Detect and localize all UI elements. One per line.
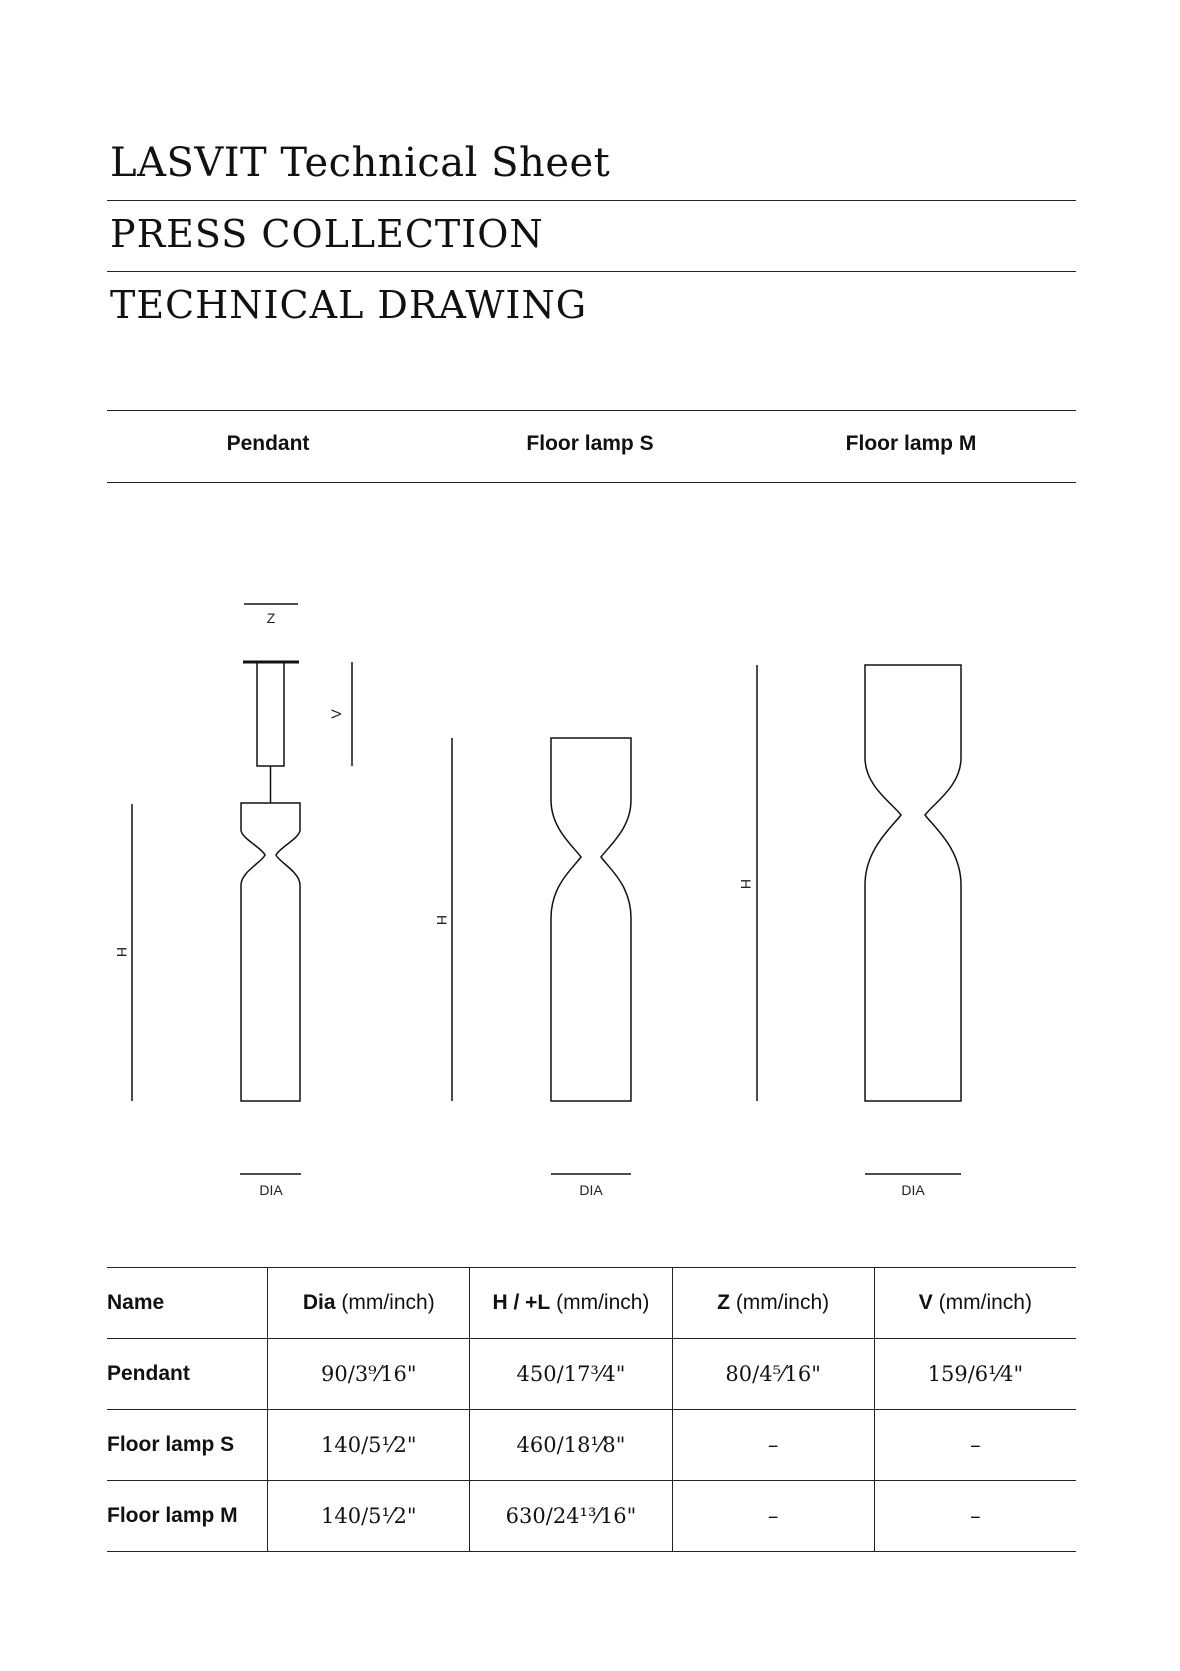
- floor-lamp-m-dia-label: DIA: [901, 1182, 925, 1198]
- v-label: V: [328, 709, 344, 719]
- z-label: Z: [266, 610, 276, 626]
- column-header-floor-lamp-s: Floor lamp S: [526, 432, 654, 455]
- cell-z: –: [672, 1410, 874, 1481]
- column-header-floor-lamp-m: Floor lamp M: [845, 432, 977, 455]
- cell-dia: 90/3⁹⁄16": [268, 1339, 470, 1410]
- specification-table: [107, 1267, 1076, 1552]
- document-title: LASVIT Technical Sheet: [110, 140, 611, 186]
- cell-z: –: [672, 1481, 874, 1552]
- column-header-pendant: Pendant: [226, 432, 310, 455]
- cell-dia: 140/5¹⁄2": [268, 1481, 470, 1552]
- header-name: Name: [107, 1268, 268, 1339]
- floor-lamp-s-dia-label: DIA: [579, 1182, 603, 1198]
- table-row: [107, 1481, 1076, 1552]
- floor-lamp-m-glass-outline: [865, 665, 961, 1101]
- pendant-dia-label: DIA: [259, 1182, 283, 1198]
- table-row: [107, 1410, 1076, 1481]
- cell-height: 460/18¹⁄8": [470, 1410, 672, 1481]
- floor-lamp-s-glass-outline: [551, 738, 631, 1101]
- pendant-canopy-body: [257, 662, 284, 766]
- table-row: [107, 1339, 1076, 1410]
- cell-dia: 140/5¹⁄2": [268, 1410, 470, 1481]
- cell-v: –: [874, 1410, 1076, 1481]
- pendant-h-label: H: [114, 946, 130, 958]
- header-dia: Dia (mm/inch): [268, 1268, 470, 1339]
- floor-lamp-s-h-label: H: [434, 914, 450, 926]
- row-name: Floor lamp S: [107, 1410, 268, 1481]
- section-title: TECHNICAL DRAWING: [110, 283, 588, 327]
- header-v: V (mm/inch): [874, 1268, 1076, 1339]
- collection-title: PRESS COLLECTION: [110, 212, 544, 256]
- header-height: H / +L (mm/inch): [470, 1268, 672, 1339]
- table-header-row: [107, 1268, 1076, 1339]
- floor-lamp-m-h-label: H: [738, 878, 754, 890]
- cell-v: 159/6¹⁄4": [874, 1339, 1076, 1410]
- cell-v: –: [874, 1481, 1076, 1552]
- header-z: Z (mm/inch): [672, 1268, 874, 1339]
- cell-height: 450/17³⁄4": [470, 1339, 672, 1410]
- row-name: Pendant: [107, 1339, 268, 1410]
- cell-height: 630/24¹³⁄16": [470, 1481, 672, 1552]
- pendant-glass-outline: [241, 803, 300, 1101]
- cell-z: 80/4⁵⁄16": [672, 1339, 874, 1410]
- row-name: Floor lamp M: [107, 1481, 268, 1552]
